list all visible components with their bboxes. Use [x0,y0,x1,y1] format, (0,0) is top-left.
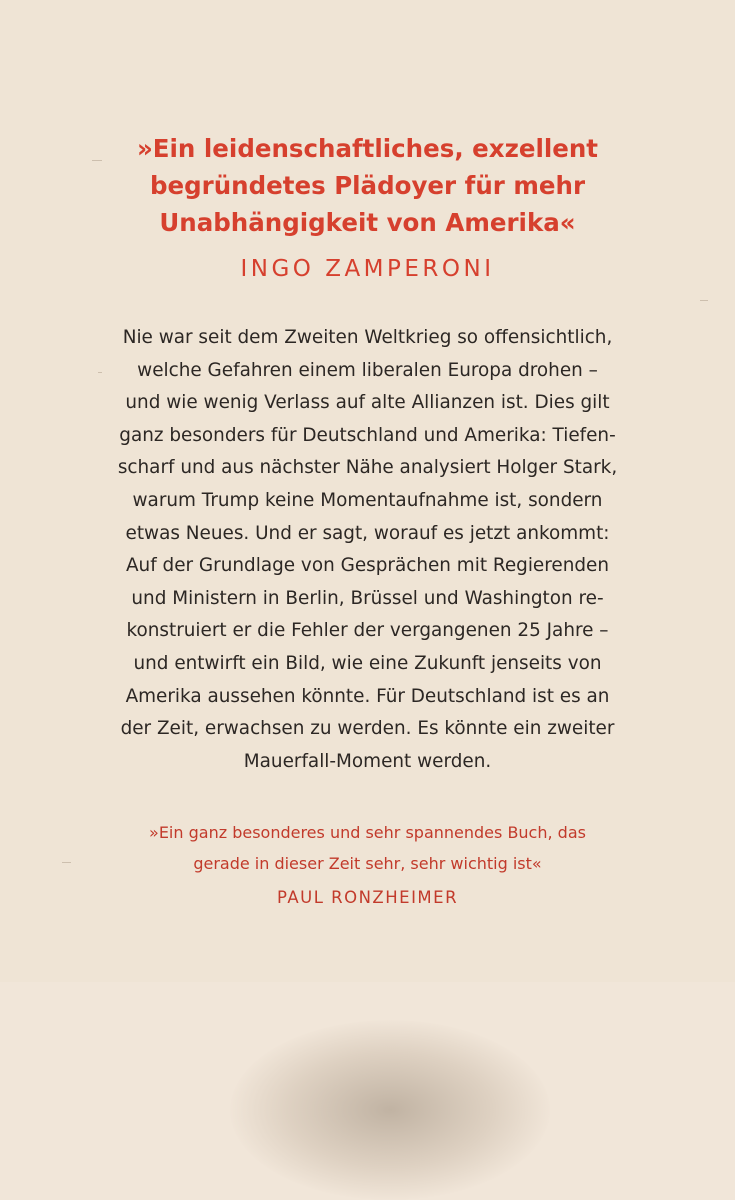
blurb-text [0,322,735,778]
blurb-line: welche Gefahren einem liberalen Europa drohen – [137,359,598,381]
top-quote-line: begründetes Plädoyer für mehr [149,171,586,200]
blurb-line: etwas Neues. Und er sagt, worauf es jetzt ankommt: [125,522,610,544]
top-quote-line: »Ein leidenschaftliches, exzellent [136,134,599,163]
blurred-shadow-area [230,1020,550,1200]
blurb-line: und wie wenig Verlass auf alte Allianzen ist. Dies gilt [125,392,610,414]
bottom-quote [0,817,735,879]
blurb-line: Auf der Grundlage von Gesprächen mit Regierenden [125,555,610,577]
blurb-line: Amerika aussehen könnte. Für Deutschland ist es an [125,685,610,707]
blurb-line: und entwirft ein Bild, wie eine Zukunft jenseits von [133,652,602,674]
blurb-line: der Zeit, erwachsen zu werden. Es könnte ein zweiter [120,718,615,740]
blurb-line: konstruiert er die Fehler der vergangenen 25 Jahre – [126,620,609,642]
blurb-line: warum Trump keine Momentaufnahme ist, sondern [132,489,603,511]
blurb-line: Mauerfall-Moment werden. [243,750,492,772]
blurb-line: und Ministern in Berlin, Brüssel und Washington re- [131,587,604,609]
blurb-line: ganz besonders für Deutschland und Amerika: Tiefen- [119,424,616,446]
blurb-line: scharf und aus nächster Nähe analysiert Holger Stark, [117,457,618,479]
bottom-quote-line: »Ein ganz besonderes und sehr spannendes Buch, das [149,823,586,842]
paper-speck [700,300,708,301]
top-quote-author: INGO ZAMPERONI [240,256,495,282]
top-quote [0,130,735,241]
blurb-line: Nie war seit dem Zweiten Weltkrieg so offensichtlich, [122,327,613,348]
bottom-quote-author: PAUL RONZHEIMER [276,888,459,907]
top-quote-line: Unabhängigkeit von Amerika« [159,208,576,237]
bottom-quote-line: gerade in dieser Zeit sehr, sehr wichtig ist« [193,854,542,873]
